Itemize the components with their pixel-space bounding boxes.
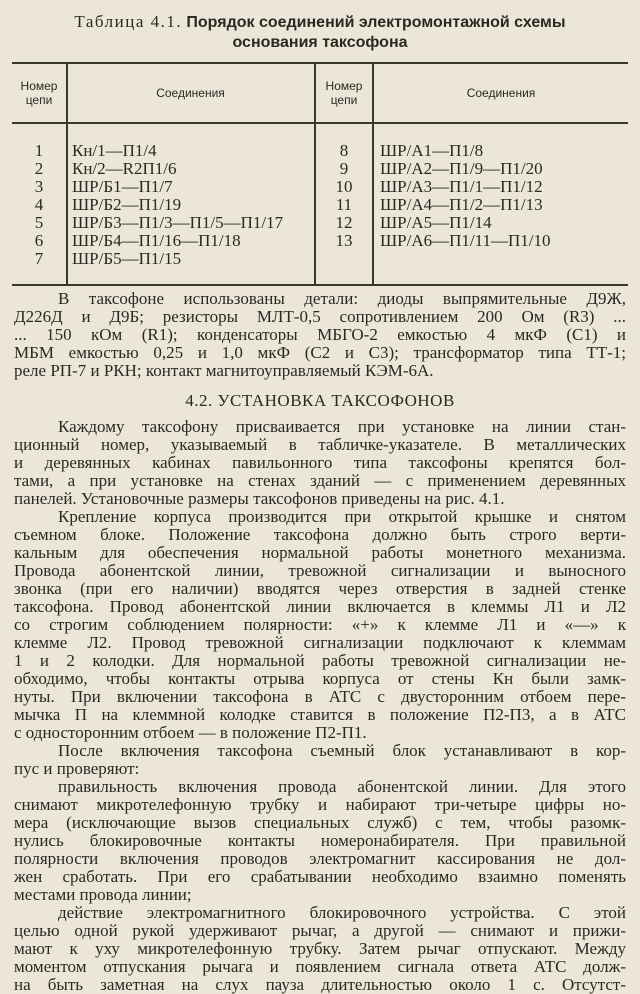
caption-line-1 xyxy=(0,12,640,33)
text-line: звонка (при его наличии) вводятся через отверстия в задней стенке xyxy=(14,579,626,598)
header-conn-right: Соединения xyxy=(466,86,536,100)
text-line: ... 150 кОм (R1); конденсаторы МБГО-2 емкостью 4 мкФ (С1) и xyxy=(14,325,626,344)
connection: Кн/1—П1/4 xyxy=(72,141,157,160)
text-line: снимают микротелефонную трубку и набирают три-четыре цифры но- xyxy=(14,795,626,814)
circuit-number: 3 xyxy=(34,177,44,196)
connection: ШР/Б1—П1/7 xyxy=(72,177,173,196)
caption-title-1: Порядок соединений электромонтажной схемы xyxy=(186,14,566,31)
text-line: МБМ емкостью 0,25 и 1,0 мкФ (С2 и С3); трансформатор типа ТТ-1; xyxy=(14,343,626,362)
left-num-column xyxy=(12,142,66,268)
circuit-number: 7 xyxy=(34,249,44,268)
text-line: ционный номер, указываемый в табличке-указателе. В металлических xyxy=(14,435,626,454)
header-conn-left: Соединения xyxy=(156,86,225,100)
text-line: После включения таксофона съемный блок устанавливают в кор- xyxy=(58,741,626,760)
connection: ШР/А1—П1/8 xyxy=(380,141,484,160)
text-line: целью одной рукой удерживают рычаг, а другой — снимают и прижи- xyxy=(14,921,626,940)
circuit-number: 9 xyxy=(339,159,349,178)
text-line: Крепление корпуса производится при открытой крышке и снятом xyxy=(58,507,626,526)
table-caption xyxy=(0,12,640,53)
text-line: жен сработать. При его срабатывании необходимо взаимно поменять xyxy=(14,867,626,886)
text-line: пус и проверяют: xyxy=(14,759,140,778)
text-line: местами провода линии; xyxy=(14,885,192,904)
circuit-number: 12 xyxy=(335,213,353,232)
connection: ШР/А5—П1/14 xyxy=(380,213,492,232)
connection: ШР/А3—П1/1—П1/12 xyxy=(380,177,543,196)
text-line: кальным для обеспечения нормальной работы монетного механизма. xyxy=(14,543,626,562)
circuit-number: 4 xyxy=(34,195,44,214)
text-line: нуты. При включении таксофона в АТС с двусторонним отбоем пере- xyxy=(14,687,626,706)
circuit-number: 8 xyxy=(339,141,349,160)
text-line: со строгим соблюдением полярности: «+» к клемме Л1 и «—» к xyxy=(14,615,626,634)
circuit-number: 6 xyxy=(34,231,44,250)
text-line: обходимо, чтобы контакты отрыва корпуса от стены Кн были замк- xyxy=(14,669,626,688)
text-line: действие электромагнитного блокировочного устройства. С этой xyxy=(58,903,626,922)
connection: ШР/Б3—П1/3—П1/5—П1/17 xyxy=(72,213,284,232)
connection: ШР/Б2—П1/19 xyxy=(72,195,182,214)
circuit-number: 11 xyxy=(335,195,353,214)
text-line: 1 и 2 колодки. Для нормальной работы тревожной сигнализации не- xyxy=(14,651,626,670)
text-line: Д226Д и Д9Б; резисторы МЛТ-0,5 сопротивлением 200 Ом (R3) ... xyxy=(14,307,626,326)
connection: ШР/Б5—П1/15 xyxy=(72,249,182,268)
text-line: реле РП-7 и РКН; контакт магнитоуправляемый КЭМ-6А. xyxy=(14,361,434,380)
connections-table xyxy=(12,62,628,286)
text-line: таксофона. Провод абонентской линии включается в клеммы Л1 и Л2 xyxy=(14,597,626,616)
text-line: клемме Л2. Провод тревожной сигнализации подключают к клеммам xyxy=(14,633,626,652)
caption-title-2: основания таксофона xyxy=(232,34,408,51)
right-conn-column xyxy=(380,142,626,250)
circuit-number: 2 xyxy=(34,159,44,178)
right-num-column xyxy=(316,142,372,250)
connection: ШР/А6—П1/11—П1/10 xyxy=(380,231,551,250)
circuit-number: 1 xyxy=(34,141,44,160)
text-line: мычка П на клеммной колодке ставится в положение П2-П3, а в АТС xyxy=(14,705,626,724)
text-line: мают к уху микротелефонную трубку. Затем рычаг отпускают. Между xyxy=(14,939,626,958)
connection: ШР/А2—П1/9—П1/20 xyxy=(380,159,543,178)
text-line: В таксофоне использованы детали: диоды выпрямительные Д9Ж, xyxy=(58,289,626,308)
text-line: на быть заметная на слух пауза длительностью около 1 с. Отсутст- xyxy=(14,975,626,994)
circuit-number: 5 xyxy=(34,213,44,232)
text-line: Провода абонентской линии, тревожной сигнализации и выносного xyxy=(14,561,626,580)
connection: Кн/2—R2П1/6 xyxy=(72,159,177,178)
text-line: панелей. Установочные размеры таксофонов приведены на рис. 4.1. xyxy=(14,489,505,508)
text-line: нулись блокировочные контакты номеронабирателя. При правильной xyxy=(14,831,626,850)
text-line: правильность включения провода абонентской линии. Для этого xyxy=(58,777,626,796)
circuit-number: 10 xyxy=(335,177,353,196)
text-line: полярности включения проводов электромагнит кассирования не дол- xyxy=(14,849,626,868)
connection: ШР/Б4—П1/16—П1/18 xyxy=(72,231,241,250)
header-divider xyxy=(12,122,628,124)
body-text xyxy=(14,290,626,994)
caption-label: Таблица 4.1. xyxy=(74,12,183,31)
text-line: моментом отпускания рычага и появлением сигнала ответа АТС долж- xyxy=(14,957,626,976)
text-line: и деревянных кабинах павильонного типа таксофоны крепятся бол- xyxy=(14,453,626,472)
text-line: с односторонним отбоем — в положение П2-П1. xyxy=(14,723,367,742)
header-num-right: Номер цепи xyxy=(325,79,363,107)
left-conn-column xyxy=(72,142,312,268)
text-line: мера (исключающие вызов специальных служб) с тем, чтобы разомк- xyxy=(14,813,626,832)
connection: ШР/А4—П1/2—П1/13 xyxy=(380,195,543,214)
circuit-number: 13 xyxy=(335,231,353,250)
section-heading: 4.2. УСТАНОВКА ТАКСОФОНОВ xyxy=(185,391,455,410)
header-num-left: Номер цепи xyxy=(20,79,58,107)
text-line: тами, а при установке на стенах зданий — с применением деревянных xyxy=(14,471,626,490)
text-line: Каждому таксофону присваивается при установке на линии стан- xyxy=(58,417,626,436)
text-line: съемном блоке. Положение таксофона должно быть строго верти- xyxy=(14,525,626,544)
